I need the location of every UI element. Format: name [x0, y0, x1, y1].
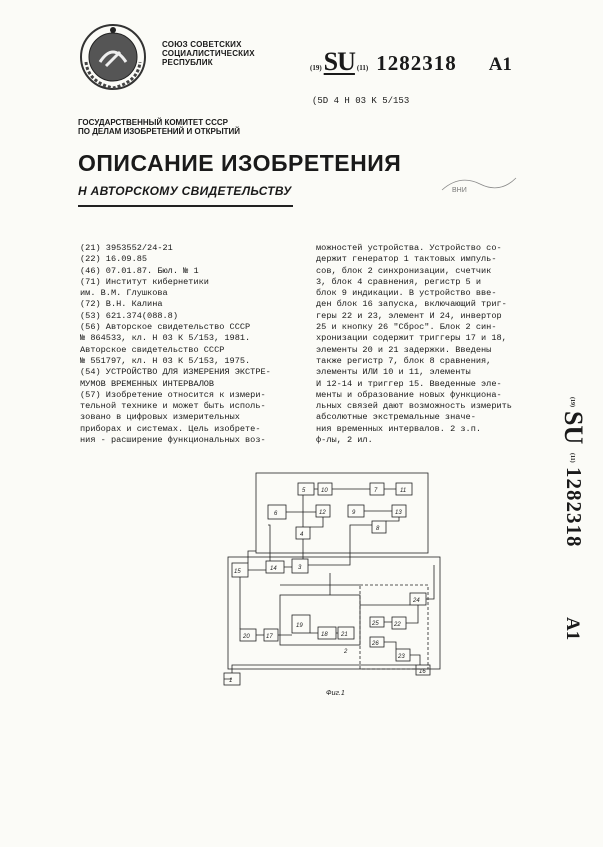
abstract-text: [316, 243, 531, 446]
abstract-line: абсолютные экстремальные значе-: [316, 412, 476, 423]
svg-text:17: 17: [266, 634, 273, 640]
figure-label: Фиг.1: [326, 690, 345, 697]
svg-text:6: 6: [274, 511, 278, 517]
org-line: РЕСПУБЛИК: [162, 58, 213, 67]
publication-number: [310, 47, 512, 77]
abstract-line: блок 9 индикации. В устройство вве-: [316, 288, 497, 299]
svg-text:21: 21: [341, 632, 348, 638]
biblio-line: (21) 3953552/24-21: [80, 243, 173, 253]
abstract-line: хронизации содержит триггеры 17 и 18,: [316, 333, 507, 344]
committee-line: ПО ДЕЛАМ ИЗОБРЕТЕНИЙ И ОТКРЫТИЙ: [78, 127, 241, 136]
patent-kind: A1: [488, 54, 512, 75]
abstract-line: также регистр 7, блок 8 сравнения,: [316, 355, 492, 366]
title-rule: [78, 205, 293, 207]
svg-text:14: 14: [270, 566, 277, 572]
stamp-text: ВНИ: [452, 187, 467, 194]
biblio-line: Авторское свидетельство СССР: [80, 344, 225, 355]
biblio-line: МУМОВ ВРЕМЕННЫХ ИНТЕРВАЛОВ: [80, 378, 215, 389]
code-19: (19): [310, 64, 322, 72]
committee-line: ГОСУДАРСТВЕННЫЙ КОМИТЕТ СССР: [78, 118, 228, 127]
svg-text:10: 10: [321, 488, 328, 494]
code-11: (11): [356, 64, 369, 72]
abstract-line: можностей устройства. Устройство со-: [316, 243, 502, 253]
biblio-line: (72) В.Н. Калина: [80, 299, 163, 310]
biblio-line: (46) 07.01.87. Бюл. № 1: [80, 265, 199, 276]
abstract-line: элементы 20 и 21 задержки. Введены: [316, 344, 492, 355]
svg-text:24: 24: [413, 598, 420, 604]
abstract-line: геры 22 и 23, элемент И 24, инвертор: [316, 310, 502, 321]
svg-text:3: 3: [298, 565, 302, 571]
svg-text:19: 19: [296, 623, 303, 629]
biblio-line: тельной технике и может быть исполь-: [80, 401, 266, 412]
svg-text:22: 22: [394, 622, 401, 628]
svg-text:18: 18: [321, 632, 328, 638]
biblio-line: приборах и системах. Цель изобрете-: [80, 423, 261, 434]
biblio-line: зовано в цифровых измерительных: [80, 412, 240, 423]
svg-text:25: 25: [372, 621, 379, 627]
biblio-line: (54) УСТРОЙСТВО ДЛЯ ИЗМЕРЕНИЯ ЭКСТРЕ-: [80, 367, 271, 378]
biblio-line: № 551797, кл. Н 03 К 5/153, 1975.: [80, 355, 251, 366]
abstract-line: льных связей дают возможность измерить: [316, 401, 512, 412]
abstract-line: ф-лы, 2 ил.: [316, 435, 373, 446]
svg-text:13: 13: [395, 510, 402, 516]
country-org-name: [162, 40, 255, 67]
ipc-classification: (5D 4 H 03 K 5/153: [312, 96, 410, 106]
vertical-kind: A1: [562, 617, 583, 641]
country-code: SU: [323, 47, 355, 76]
svg-text:9: 9: [352, 510, 356, 516]
svg-text:20: 20: [243, 634, 250, 640]
svg-text:12: 12: [319, 510, 326, 516]
patent-number: 1282318: [376, 51, 457, 75]
svg-text:26: 26: [372, 641, 379, 647]
ussr-emblem-icon: [78, 22, 148, 92]
vertical-patent-number: [545, 395, 588, 685]
biblio-line: (53) 621.374(088.8): [80, 310, 178, 321]
biblio-line: ния - расширение функциональных воз-: [80, 435, 266, 446]
abstract-line: 25 и кнопку 26 "Сброс". Блок 2 син-: [316, 322, 497, 333]
abstract-line: держит генератор 1 тактовых импуль-: [316, 254, 497, 265]
svg-text:16: 16: [419, 669, 426, 675]
vertical-code-19: (19): [569, 397, 575, 407]
circuit-block-diagram: [220, 465, 442, 685]
document-subtitle: Н АВТОРСКОМУ СВИДЕТЕЛЬСТВУ: [78, 184, 292, 198]
biblio-line: № 864533, кл. Н 03 К 5/153, 1981.: [80, 333, 251, 344]
vertical-country: SU: [559, 411, 588, 445]
abstract-line: элементы ИЛИ 10 и 11, элементы: [316, 367, 471, 378]
org-line: СОЮЗ СОВЕТСКИХ: [162, 40, 242, 49]
library-stamp-icon: [440, 170, 518, 196]
abstract-line: 3, блок 4 сравнения, регистр 5 и: [316, 276, 482, 287]
bibliographic-data: [80, 243, 302, 446]
svg-text:1: 1: [229, 678, 233, 684]
svg-text:2: 2: [344, 649, 348, 655]
org-line: СОЦИАЛИСТИЧЕСКИХ: [162, 49, 255, 58]
svg-text:4: 4: [300, 532, 304, 538]
svg-text:15: 15: [234, 569, 241, 575]
abstract-line: ден блок 16 запуска, включающий триг-: [316, 299, 507, 310]
svg-text:8: 8: [376, 526, 380, 532]
document-title: ОПИСАНИЕ ИЗОБРЕТЕНИЯ: [78, 150, 402, 176]
vertical-number: 1282318: [562, 467, 586, 548]
svg-text:11: 11: [400, 488, 407, 494]
biblio-line: (57) Изобретение относится к измери-: [80, 389, 266, 400]
biblio-line: (22) 16.09.85: [80, 254, 148, 265]
biblio-line: им. В.М. Глушкова: [80, 288, 168, 299]
abstract-line: сов, блок 2 синхронизации, счетчик: [316, 265, 492, 276]
svg-text:7: 7: [374, 488, 378, 494]
abstract-line: И 12-14 и триггер 15. Введенные эле-: [316, 378, 502, 389]
biblio-line: (71) Институт кибернетики: [80, 276, 209, 287]
committee-name: [78, 118, 240, 136]
abstract-line: ния временных интервалов. 2 з.п.: [316, 423, 482, 434]
vertical-code-11: (11): [569, 453, 575, 463]
svg-text:5: 5: [302, 488, 306, 494]
biblio-line: (56) Авторское свидетельство СССР: [80, 322, 251, 333]
abstract-line: менты и образование новых функциона-: [316, 389, 502, 400]
svg-text:23: 23: [398, 654, 405, 660]
